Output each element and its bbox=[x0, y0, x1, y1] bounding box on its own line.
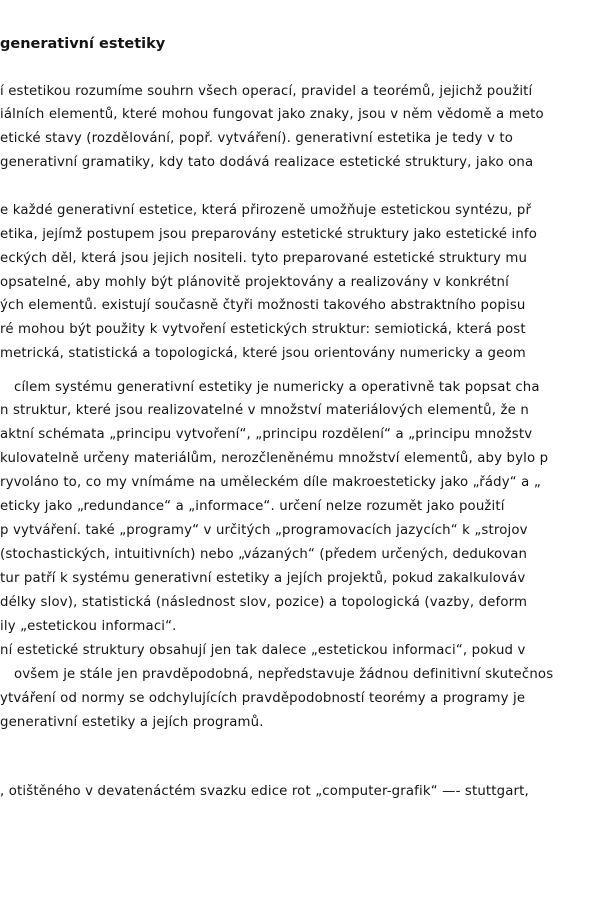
section-heading: generativní estetiky bbox=[0, 36, 166, 52]
text-line: cílem systému generativní estetiky je numericky a operativně tak popsat cha bbox=[14, 380, 540, 395]
text-line: opsatelné, aby mohly být plánovitě projektovány a realizovány v konkrétní bbox=[0, 275, 509, 290]
text-line: kulovatelně určeny materiálům, nerozčleněnému množství elementů, aby bylo p bbox=[0, 451, 549, 466]
text-line: tur patří k systému generativní estetiky a jejích projektů, pokud zakalkulováv bbox=[0, 571, 526, 586]
text-line: (stochastických, intuitivních) nebo „vázaných“ (předem určených, dedukovan bbox=[0, 547, 528, 562]
text-line: ily „estetickou informaci“. bbox=[0, 619, 177, 634]
text-line: eticky jako „redundance“ a „informace“. určení nelze rozumět jako použití bbox=[0, 499, 505, 514]
text-line: etika, jejímž postupem jsou preparovány estetické struktury jako estetické info bbox=[0, 227, 538, 242]
text-line: eckých děl, která jsou jejich nositeli. tyto preparované estetické struktury mu bbox=[0, 251, 528, 266]
text-line: generativní estetiky a jejích programů. bbox=[0, 715, 264, 730]
text-line: generativní gramatiky, kdy tato dodává realizace estetické struktury, jako ona bbox=[0, 155, 534, 170]
text-line: n struktur, které jsou realizovatelné v množství materiálových elementů, že n bbox=[0, 403, 529, 418]
text-line: p vytváření. také „programy“ v určitých „programovacích jazycích“ k „strojov bbox=[0, 523, 528, 538]
text-line: í estetikou rozumíme souhrn všech operací, pravidel a teorémů, jejichž použití bbox=[0, 84, 533, 99]
text-line: délky slov), statistická (následnost slov, pozice) a topologická (vazby, deform bbox=[0, 595, 528, 610]
text-line: e každé generativní estetice, která přirozeně umožňuje estetickou syntézu, př bbox=[0, 203, 532, 218]
text-line: iálních elementů, které mohou fungovat jako znaky, jsou v něm vědomě a meto bbox=[0, 107, 544, 122]
text-line: metrická, statistická a topologická, které jsou orientovány numericky a geom bbox=[0, 346, 526, 361]
text-line: ytváření od normy se odchylujících pravděpodobností teorémy a programy je bbox=[0, 691, 526, 706]
text-line: ých elementů. existují současně čtyři možnosti takového abstraktního popisu bbox=[0, 298, 526, 313]
text-line: ryvoláno to, co my vnímáme na uměleckém díle makroesteticky jako „řády“ a „ bbox=[0, 475, 541, 490]
footnote-line: , otištěného v devatenáctém svazku edice rot „computer-grafik“ —- stuttgart, bbox=[0, 784, 529, 799]
text-line: etické stavy (rozdělování, popř. vytváření). generativní estetika je tedy v to bbox=[0, 131, 514, 146]
text-line: ní estetické struktury obsahují jen tak dalece „estetickou informaci“, pokud v bbox=[0, 643, 526, 658]
text-line: ovšem je stále jen pravděpodobná, nepředstavuje žádnou definitivní skutečnos bbox=[14, 667, 554, 682]
text-line: ré mohou být použity k vytvoření estetických struktur: semiotická, která post bbox=[0, 322, 526, 337]
text-line: aktní schémata „principu vytvoření“, „principu rozdělení“ a „principu množstv bbox=[0, 427, 533, 442]
